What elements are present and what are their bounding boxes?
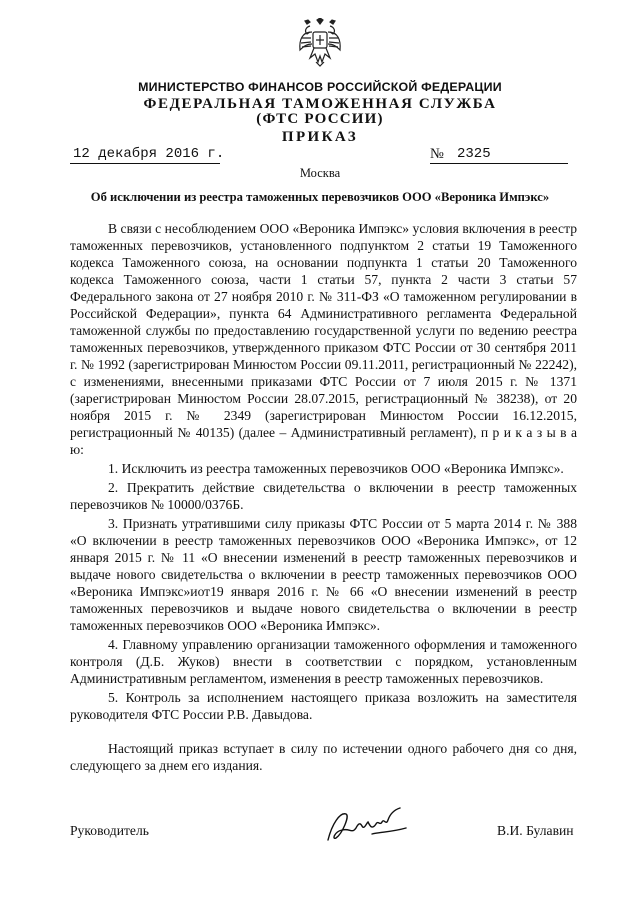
- signatory-name: В.И. Булавин: [497, 823, 574, 838]
- ministry-name: МИНИСТЕРСТВО ФИНАНСОВ РОССИЙСКОЙ ФЕДЕРАЦИИ: [138, 80, 502, 94]
- handwritten-signature-icon: [322, 804, 412, 852]
- document-date: 12 декабря 2016 г.: [73, 146, 225, 162]
- number-label: №: [430, 146, 444, 162]
- number-underline: [430, 163, 568, 164]
- date-underline: [70, 163, 220, 164]
- clause-5: 5. Контроль за исполнением настоящего приказа возложить на заместителя руководителя ФТС России Р.В. Давыдова.: [70, 690, 577, 722]
- clause-2: 2. Прекратить действие свидетельства о включении в реестр таможенных перевозчиков № 10000/0376Б.: [70, 480, 577, 512]
- document-body: [70, 220, 577, 774]
- document-type: ПРИКАЗ: [281, 129, 359, 145]
- service-name: ФЕДЕРАЛЬНАЯ ТАМОЖЕННАЯ СЛУЖБА: [143, 96, 497, 112]
- double-headed-eagle-icon: [298, 18, 342, 68]
- effective-date-paragraph: Настоящий приказ вступает в силу по истечении одного рабочего дня со дня, следующего за днем его издания.: [70, 741, 577, 773]
- document-number: 2325: [457, 146, 491, 162]
- clause-1: 1. Исключить из реестра таможенных перевозчиков ООО «Вероника Импэкс».: [108, 461, 564, 476]
- clause-3: 3. Признать утратившими силу приказы ФТС России от 5 марта 2014 г. № 388 «О включении в реестр таможенных перевозчиков ООО «Вероника Импэкс», от 12 января 2015 г. № 11 «О внесении изменений в реестр таможенных перевозчиков и выдаче нового свидетельства о включении в реестр таможенных перевозчиков ООО «Вероника Импэкс»иот19 января 2016 г. № 66 «О внесении изменений в реестр таможенных перевозчиков и выдаче нового свидетельства о включении в реестр таможенных перевозчиков ООО «Вероника Импэкс».: [70, 516, 577, 633]
- service-abbreviation: (ФТС РОССИИ): [256, 111, 384, 127]
- signatory-role: Руководитель: [70, 823, 149, 838]
- city: Москва: [299, 166, 341, 180]
- clause-4: 4. Главному управлению организации таможенного оформления и таможенного контроля (Д.Б. Жуков) внести в соответствии с порядком, установленным Административным регламентом, изменения в реестр таможенных перевозчиков.: [70, 637, 577, 686]
- document-title: Об исключении из реестра таможенных перевозчиков ООО «Вероника Импэкс»: [90, 190, 550, 204]
- preamble-paragraph: В связи с несоблюдением ООО «Вероника Импэкс» условия включения в реестр таможенных перевозчиков, установленного подпунктом 2 статьи 19 Таможенного кодекса Таможенного союза, на основании подпункта 1 статьи 20 Таможенного кодекса Таможенного союза, части 1 статьи 57, пункта 2 части 3 статьи 57 Федерального закона от 27 ноября 2010 г. № 311-ФЗ «О таможенном регулировании в Российской Федерации», пункта 64 Административного регламента Федеральной таможенной службы по предоставлению государственной услуги по ведению реестра таможенных перевозчиков, утвержденного приказом ФТС России от 30 сентября 2011 г. № 1992 (зарегистрирован Минюстом России 09.11.2011, регистрационный № 22242), с изменениями, внесенными приказами ФТС России от 7 июля 2015 г. № 1371 (зарегистрирован Минюстом России 28.07.2015, регистрационный № 38238), от 20 ноября 2015 г. № 2349 (зарегистрирован Минюстом России 16.12.2015, регистрационный № 40135) (далее – Административный регламент), п р и к а з ы в а ю:: [70, 221, 577, 457]
